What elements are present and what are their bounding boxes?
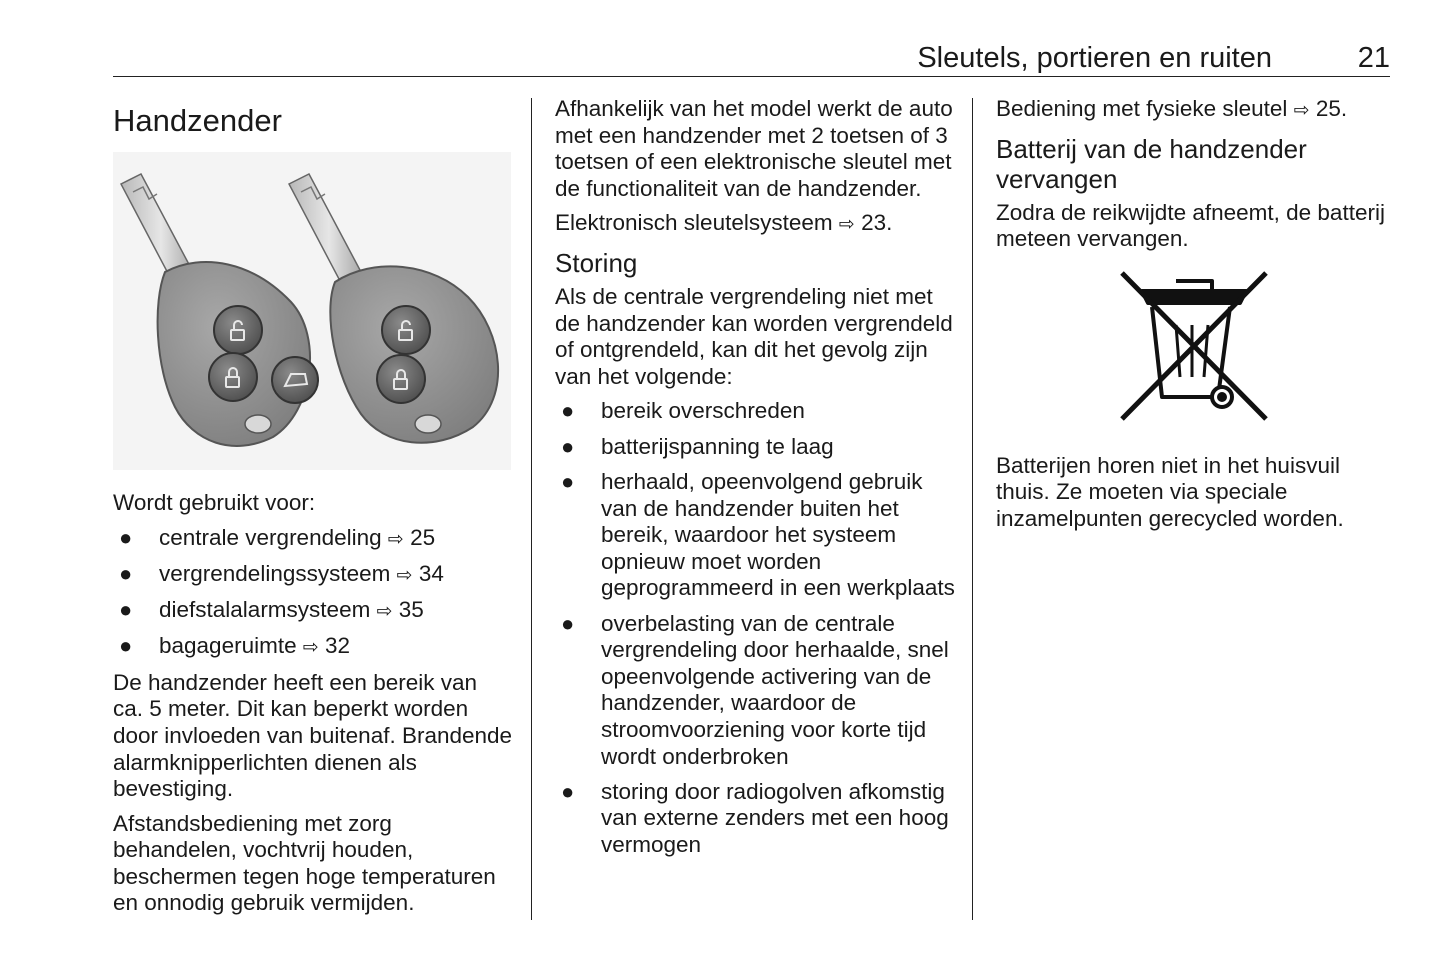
- arrow-reference-icon: ⇨: [376, 600, 393, 623]
- list-item: ● batterijspanning te laag: [561, 433, 834, 459]
- arrow-reference-icon: ⇨: [838, 213, 855, 236]
- page-reference[interactable]: 23.: [861, 210, 893, 236]
- heading-storing: Storing: [555, 247, 638, 278]
- list-item: ● bereik overschreden: [561, 398, 805, 424]
- page-header: [113, 40, 1390, 77]
- heading-handzender: Handzender: [113, 103, 282, 138]
- list-item: ● overbelasting van de centrale vergrendeling door herhaalde, snel opeenvolgende activering van de handzender, waardoor de stroomvoorziening voor korte tijd wordt onderbroken: [561, 610, 949, 769]
- section-title: Sleutels, portieren en ruiten: [917, 42, 1272, 74]
- range-paragraph: De handzender heeft een bereik van ca. 5 meter. Dit kan beperkt worden door invloeden van buitenaf. Brandende alarmknipperlichten dienen als bevestiging.: [113, 669, 513, 802]
- arrow-reference-icon: ⇨: [1293, 99, 1310, 121]
- fault-intro: Als de centrale vergrendeling niet met de handzender kan worden vergrendeld of ontgrendeld, kan dit het gevolg zijn van het volgende:: [555, 283, 953, 389]
- care-paragraph: Afstandsbediening met zorg behandelen, vochtvrij houden, beschermen tegen hoge temperaturen en onnodig gebruik vermijden.: [113, 810, 496, 916]
- physical-key-reference: Bediening met fysieke sleutel ⇨ 25.: [996, 96, 1348, 121]
- page-reference[interactable]: 35: [398, 597, 424, 623]
- fault-list: [555, 398, 955, 858]
- column-3: [996, 96, 1396, 541]
- page-reference[interactable]: 32: [325, 633, 351, 659]
- remote-key-fobs-illustration: [113, 152, 511, 470]
- electronic-key-reference: Elektronisch sleutelsysteem ⇨ 23.: [555, 210, 893, 236]
- used-for-label: Wordt gebruikt voor:: [113, 490, 316, 515]
- arrow-reference-icon: ⇨: [387, 527, 404, 550]
- heading-battery-replace: Batterij van de handzender vervangen: [996, 133, 1307, 194]
- page-reference[interactable]: 25: [410, 524, 436, 550]
- page-reference[interactable]: 25.: [1315, 96, 1348, 121]
- arrow-reference-icon: ⇨: [302, 636, 319, 659]
- column-1: [113, 96, 513, 925]
- used-for-list: [113, 525, 513, 661]
- column-divider: [531, 98, 532, 920]
- list-item: ● diefstalalarmsysteem ⇨ 35: [119, 597, 424, 623]
- column-divider: [972, 98, 973, 920]
- page-reference[interactable]: 34: [418, 560, 444, 586]
- list-item: ● herhaald, opeenvolgend gebruik van de handzender buiten het bereik, waardoor het systeem opnieuw moet worden geprogrammeerd in een werkplaats: [561, 468, 955, 601]
- list-item: ● storing door radiogolven afkomstig van externe zenders met een hoog vermogen: [561, 778, 949, 857]
- battery-paragraph: Zodra de reikwijdte afneemt, de batterij meteen vervangen.: [996, 199, 1385, 252]
- crossed-out-wheelie-bin-icon: [1114, 267, 1274, 427]
- list-item: ● centrale vergrendeling ⇨ 25: [119, 524, 436, 550]
- list-item: ● vergrendelingssysteem ⇨ 34: [119, 560, 444, 586]
- intro-paragraph: Afhankelijk van het model werkt de auto met een handzender met 2 toetsen of 3 toetsen of een elektronische sleutel met de functionaliteit van de handzender.: [555, 96, 953, 201]
- page-number: 21: [1357, 42, 1390, 74]
- arrow-reference-icon: ⇨: [396, 563, 413, 586]
- column-2: [555, 96, 955, 867]
- disposal-paragraph: Batterijen horen niet in het huisvuil thuis. Ze moeten via speciale inzamelpunten gerecycled worden.: [996, 452, 1344, 531]
- list-item: ● bagageruimte ⇨ 32: [119, 633, 351, 659]
